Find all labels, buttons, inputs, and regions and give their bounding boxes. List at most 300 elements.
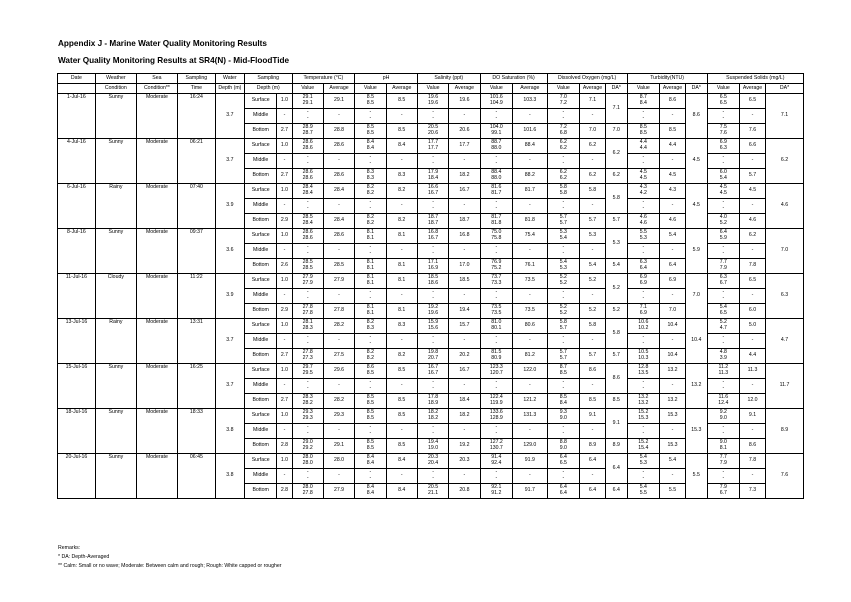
do-saturation-value xyxy=(480,154,512,169)
dissolved-oxygen-value-reading: 5.4 xyxy=(559,259,567,266)
ph-value xyxy=(355,439,386,454)
turbidity-average: 7.0 xyxy=(660,304,686,319)
do-saturation-value-reading: 120.7 xyxy=(489,370,503,376)
ph-value xyxy=(355,229,386,244)
salinity-value xyxy=(417,244,448,259)
turbidity-value-reading: 6.9 xyxy=(639,274,647,281)
turbidity-average: 13.2 xyxy=(660,364,686,379)
do-saturation-average: - xyxy=(513,334,548,349)
salinity-value-reading: 20.3 xyxy=(428,454,439,461)
turbidity-value-reading: 5.3 xyxy=(639,235,647,241)
dissolved-oxygen-value-reading: 9.3 xyxy=(559,409,567,416)
dissolved-oxygen-value xyxy=(547,394,579,409)
suspended-solids-value xyxy=(707,424,739,439)
do-saturation-value xyxy=(480,94,512,109)
header-da: DA* xyxy=(605,84,627,94)
weather-cell: Sunny xyxy=(95,409,136,454)
turbidity-value-reading: 4.3 xyxy=(639,184,647,191)
turbidity-da: 8.6 xyxy=(685,94,707,139)
dissolved-oxygen-average: 6.2 xyxy=(580,139,606,154)
dissolved-oxygen-da-bottom: 5.2 xyxy=(605,304,627,319)
ph-value-reading: - xyxy=(369,340,372,346)
table-row xyxy=(58,139,804,154)
dissolved-oxygen-value-reading: 6.8 xyxy=(559,130,567,136)
turbidity-value-reading: 10.6 xyxy=(638,319,649,326)
do-saturation-value xyxy=(480,364,512,379)
turbidity-value-reading: - xyxy=(642,289,645,296)
temperature-value xyxy=(292,424,323,439)
turbidity-value-reading: 4.4 xyxy=(639,139,647,146)
do-saturation-value xyxy=(480,469,512,484)
do-saturation-value xyxy=(480,334,512,349)
ph-value-reading: - xyxy=(369,295,372,301)
sampling-time-cell: 16:24 xyxy=(177,94,215,139)
header-water: Water xyxy=(215,74,244,84)
appendix-title: Appendix J - Marine Water Quality Monitoring Results xyxy=(58,39,267,48)
table-row xyxy=(58,319,804,334)
turbidity-value-reading: 5.4 xyxy=(639,454,647,461)
dissolved-oxygen-value-reading: 6.4 xyxy=(559,454,567,461)
header-weather-condition: Condition xyxy=(95,84,136,94)
temperature-value xyxy=(292,109,323,124)
sampling-depth-cell: 1.0 xyxy=(277,229,292,244)
turbidity-value xyxy=(627,244,659,259)
sampling-level-cell: Bottom xyxy=(244,484,276,499)
table-row xyxy=(58,274,804,289)
dissolved-oxygen-value-reading: 6.4 xyxy=(559,490,567,496)
dissolved-oxygen-value-reading: 6.4 xyxy=(559,484,567,491)
suspended-solids-value xyxy=(707,349,739,364)
dissolved-oxygen-value xyxy=(547,334,579,349)
do-saturation-value-reading: - xyxy=(495,430,498,436)
suspended-solids-value xyxy=(707,469,739,484)
do-saturation-value-reading: 88.7 xyxy=(491,139,502,146)
turbidity-value-reading: 13.2 xyxy=(638,400,649,406)
dissolved-oxygen-value-reading: 5.4 xyxy=(559,235,567,241)
sea-condition-cell: Moderate xyxy=(136,319,177,364)
water-depth-cell: 3.9 xyxy=(215,184,244,229)
temperature-value-reading: 28.9 xyxy=(302,124,313,131)
ph-average: - xyxy=(386,154,417,169)
suspended-solids-da: 6.3 xyxy=(765,274,803,319)
turbidity-value-reading: 4.4 xyxy=(639,145,647,151)
ph-average: 8.2 xyxy=(386,214,417,229)
temperature-value-reading: 27.3 xyxy=(302,355,313,361)
temperature-average: 27.9 xyxy=(323,484,354,499)
sampling-level-cell: Bottom xyxy=(244,124,276,139)
water-depth-cell: 3.9 xyxy=(215,274,244,319)
sampling-level-cell: Middle xyxy=(244,154,276,169)
suspended-solids-average: 7.8 xyxy=(740,454,766,469)
temperature-value xyxy=(292,259,323,274)
ph-value xyxy=(355,154,386,169)
temperature-value xyxy=(292,139,323,154)
dissolved-oxygen-value-reading: 8.4 xyxy=(559,400,567,406)
do-saturation-average: 81.8 xyxy=(513,214,548,229)
dissolved-oxygen-value-reading: - xyxy=(562,334,565,341)
dissolved-oxygen-value xyxy=(547,274,579,289)
dissolved-oxygen-value xyxy=(547,424,579,439)
header-value: Value xyxy=(547,84,579,94)
salinity-average: 20.2 xyxy=(449,349,480,364)
do-saturation-value-reading: - xyxy=(495,244,498,251)
dissolved-oxygen-da-bottom: 5.7 xyxy=(605,214,627,229)
ph-value xyxy=(355,94,386,109)
ph-value-reading: 8.5 xyxy=(366,100,374,106)
temperature-value-reading: 29.7 xyxy=(302,364,313,371)
suspended-solids-value-reading: - xyxy=(722,469,725,476)
ph-value-reading: - xyxy=(369,430,372,436)
suspended-solids-value-reading: 5.2 xyxy=(719,319,727,326)
header-average: Average xyxy=(323,84,354,94)
turbidity-value-reading: 4.6 xyxy=(639,220,647,226)
do-saturation-average: 101.6 xyxy=(513,124,548,139)
temperature-value-reading: 28.6 xyxy=(302,145,313,151)
ph-average: 8.2 xyxy=(386,184,417,199)
temperature-value-reading: - xyxy=(306,340,309,346)
salinity-value xyxy=(417,184,448,199)
salinity-average: - xyxy=(449,469,480,484)
salinity-value xyxy=(417,379,448,394)
water-depth-cell: 3.8 xyxy=(215,409,244,454)
dissolved-oxygen-value-reading: - xyxy=(562,205,565,211)
temperature-average: 27.8 xyxy=(323,304,354,319)
sampling-depth-cell: 1.0 xyxy=(277,319,292,334)
salinity-value-reading: - xyxy=(432,340,434,346)
salinity-value xyxy=(417,229,448,244)
suspended-solids-value-reading: - xyxy=(722,244,725,251)
sampling-level-cell: Bottom xyxy=(244,259,276,274)
sampling-time-cell: 06:45 xyxy=(177,454,215,499)
do-saturation-value-reading: 104.9 xyxy=(489,100,503,106)
salinity-average: 16.7 xyxy=(449,364,480,379)
temperature-value xyxy=(292,154,323,169)
suspended-solids-average: 4.5 xyxy=(740,184,766,199)
header-water-depth: Depth (m) xyxy=(215,84,244,94)
dissolved-oxygen-value xyxy=(547,379,579,394)
turbidity-average: - xyxy=(660,334,686,349)
do-saturation-value-reading: - xyxy=(495,340,498,346)
suspended-solids-value-reading: 4.5 xyxy=(719,184,727,191)
dissolved-oxygen-value-reading: 5.2 xyxy=(559,274,567,281)
do-saturation-value xyxy=(480,229,512,244)
temperature-average: 28.8 xyxy=(323,124,354,139)
do-saturation-value-reading: 73.5 xyxy=(491,310,502,316)
suspended-solids-value-reading: 7.7 xyxy=(719,454,727,461)
header-value: Value xyxy=(707,84,739,94)
temperature-average: 28.2 xyxy=(323,394,354,409)
do-saturation-value xyxy=(480,169,512,184)
do-saturation-value-reading: 88.0 xyxy=(491,175,502,181)
ph-value-reading: 8.1 xyxy=(366,304,374,311)
temperature-value-reading: 28.0 xyxy=(302,460,313,466)
turbidity-value-reading: 6.3 xyxy=(639,259,647,266)
turbidity-value xyxy=(627,319,659,334)
turbidity-value-reading: - xyxy=(642,205,645,211)
ph-value-reading: 8.2 xyxy=(366,184,374,191)
suspended-solids-value-reading: - xyxy=(722,154,725,161)
temperature-value xyxy=(292,184,323,199)
turbidity-average: 4.6 xyxy=(660,214,686,229)
header-weather: Weather xyxy=(95,74,136,84)
ph-value-reading: 8.1 xyxy=(366,265,374,271)
salinity-value xyxy=(417,199,448,214)
salinity-average: 19.2 xyxy=(449,439,480,454)
salinity-value-reading: 19.6 xyxy=(428,94,439,101)
sampling-level-cell: Surface xyxy=(244,409,276,424)
table-row xyxy=(58,364,804,379)
do-saturation-value-reading: 123.3 xyxy=(489,364,503,371)
dissolved-oxygen-value xyxy=(547,154,579,169)
temperature-value-reading: - xyxy=(306,154,309,161)
do-saturation-value-reading: 81.7 xyxy=(491,214,502,221)
ph-average: 8.1 xyxy=(386,274,417,289)
dissolved-oxygen-value-reading: - xyxy=(562,250,565,256)
dissolved-oxygen-value-reading: 5.7 xyxy=(559,349,567,356)
ph-value xyxy=(355,409,386,424)
salinity-value-reading: 18.2 xyxy=(428,415,439,421)
suspended-solids-value xyxy=(707,394,739,409)
dissolved-oxygen-value-reading: 8.5 xyxy=(559,394,567,401)
salinity-average: 18.4 xyxy=(449,394,480,409)
header-do-saturation: DO Saturation (%) xyxy=(480,74,547,84)
dissolved-oxygen-average: 5.2 xyxy=(580,304,606,319)
suspended-solids-average: - xyxy=(740,424,766,439)
do-saturation-average: - xyxy=(513,244,548,259)
do-saturation-value-reading: 73.3 xyxy=(491,280,502,286)
turbidity-da: 13.2 xyxy=(685,364,707,409)
ph-value-reading: 8.2 xyxy=(366,349,374,356)
header-sampling-depth-unit: Depth (m) xyxy=(244,84,292,94)
ph-value-reading: 8.2 xyxy=(366,190,374,196)
do-saturation-value xyxy=(480,274,512,289)
ph-value-reading: 8.5 xyxy=(366,439,374,446)
ph-value-reading: - xyxy=(369,205,372,211)
dissolved-oxygen-value-reading: 7.0 xyxy=(559,94,567,101)
dissolved-oxygen-da-bottom: 5.7 xyxy=(605,349,627,364)
suspended-solids-value-reading: 11.3 xyxy=(718,370,729,376)
suspended-solids-value-reading: 6.7 xyxy=(719,280,727,286)
suspended-solids-value-reading: 6.0 xyxy=(719,169,727,176)
suspended-solids-average: - xyxy=(740,469,766,484)
salinity-average: 17.0 xyxy=(449,259,480,274)
ph-value-reading: - xyxy=(369,469,372,476)
sea-condition-cell: Moderate xyxy=(136,454,177,499)
ph-value-reading: 8.3 xyxy=(366,325,374,331)
do-saturation-value-reading: - xyxy=(495,160,498,166)
ph-average: - xyxy=(386,334,417,349)
sampling-depth-cell: - xyxy=(277,379,292,394)
dissolved-oxygen-value-reading: - xyxy=(562,430,565,436)
suspended-solids-value-reading: 6.9 xyxy=(719,139,727,146)
do-saturation-average: 91.7 xyxy=(513,484,548,499)
ph-value-reading: 8.2 xyxy=(366,220,374,226)
water-depth-cell: 3.6 xyxy=(215,229,244,274)
turbidity-da: 10.4 xyxy=(685,319,707,364)
temperature-average: - xyxy=(323,154,354,169)
suspended-solids-value-reading: 4.7 xyxy=(719,325,727,331)
header-dissolved-oxygen: Dissolved Oxygen (mg/L) xyxy=(547,74,627,84)
suspended-solids-da: 7.0 xyxy=(765,229,803,274)
do-saturation-average: 73.5 xyxy=(513,274,548,289)
dissolved-oxygen-average: 7.0 xyxy=(580,124,606,139)
turbidity-value-reading: 4.6 xyxy=(639,214,647,221)
ph-value xyxy=(355,454,386,469)
suspended-solids-value-reading: 11.2 xyxy=(718,364,729,371)
dissolved-oxygen-value-reading: 5.2 xyxy=(559,280,567,286)
salinity-value-reading: 16.7 xyxy=(428,235,439,241)
salinity-value-reading: 16.7 xyxy=(428,190,439,196)
suspended-solids-value-reading: 5.4 xyxy=(719,304,727,311)
temperature-value xyxy=(292,469,323,484)
turbidity-value-reading: - xyxy=(642,199,645,206)
sampling-depth-cell: - xyxy=(277,424,292,439)
sampling-depth-cell: 1.0 xyxy=(277,184,292,199)
temperature-value-reading: 29.3 xyxy=(302,409,313,416)
dissolved-oxygen-value-reading: - xyxy=(562,109,565,116)
dissolved-oxygen-value-reading: 5.7 xyxy=(559,355,567,361)
sampling-depth-cell: 2.7 xyxy=(277,169,292,184)
dissolved-oxygen-value-reading: 6.2 xyxy=(559,175,567,181)
temperature-value-reading: 27.9 xyxy=(302,280,313,286)
temperature-value-reading: 27.8 xyxy=(302,349,313,356)
dissolved-oxygen-value-reading: 5.3 xyxy=(559,229,567,236)
temperature-value xyxy=(292,199,323,214)
sampling-level-cell: Middle xyxy=(244,109,276,124)
sea-condition-cell: Moderate xyxy=(136,409,177,454)
date-cell: 20-Jul-16 xyxy=(58,454,96,499)
temperature-value xyxy=(292,124,323,139)
do-saturation-value xyxy=(480,454,512,469)
suspended-solids-value-reading: 9.0 xyxy=(719,415,727,421)
temperature-average: 28.4 xyxy=(323,184,354,199)
salinity-average: 20.6 xyxy=(449,124,480,139)
dissolved-oxygen-value-reading: 5.2 xyxy=(559,304,567,311)
turbidity-value xyxy=(627,94,659,109)
dissolved-oxygen-value xyxy=(547,469,579,484)
dissolved-oxygen-value xyxy=(547,244,579,259)
temperature-value-reading: - xyxy=(306,289,309,296)
turbidity-average: 8.5 xyxy=(660,124,686,139)
temperature-value-reading: 28.6 xyxy=(302,229,313,236)
sampling-depth-cell: 1.0 xyxy=(277,454,292,469)
dissolved-oxygen-value xyxy=(547,169,579,184)
salinity-value-reading: - xyxy=(432,475,434,481)
header-value: Value xyxy=(355,84,386,94)
turbidity-value-reading: 13.5 xyxy=(638,370,649,376)
do-saturation-value-reading: 81.6 xyxy=(491,184,502,191)
temperature-value xyxy=(292,94,323,109)
salinity-value-reading: - xyxy=(432,424,434,431)
temperature-value-reading: 29.1 xyxy=(302,94,313,101)
do-saturation-value-reading: 80.1 xyxy=(491,325,502,331)
dissolved-oxygen-value-reading: 9.0 xyxy=(559,415,567,421)
header-row-top xyxy=(58,74,804,84)
ph-value-reading: - xyxy=(369,475,372,481)
water-depth-cell: 3.7 xyxy=(215,319,244,364)
turbidity-value-reading: 10.5 xyxy=(638,349,649,356)
turbidity-da: 5.9 xyxy=(685,229,707,274)
salinity-average: - xyxy=(449,379,480,394)
temperature-value xyxy=(292,334,323,349)
turbidity-average: 13.2 xyxy=(660,394,686,409)
temperature-value-reading: - xyxy=(306,160,309,166)
do-saturation-average: - xyxy=(513,379,548,394)
dissolved-oxygen-da: 5.8 xyxy=(605,319,627,349)
ph-value xyxy=(355,244,386,259)
temperature-value-reading: 28.5 xyxy=(302,259,313,266)
turbidity-value-reading: - xyxy=(642,154,645,161)
ph-average: 8.2 xyxy=(386,349,417,364)
ph-average: 8.4 xyxy=(386,484,417,499)
turbidity-value-reading: 10.2 xyxy=(638,325,649,331)
dissolved-oxygen-da: 5.8 xyxy=(605,184,627,214)
turbidity-value-reading: 5.5 xyxy=(639,490,647,496)
temperature-average: 28.4 xyxy=(323,214,354,229)
turbidity-value xyxy=(627,439,659,454)
sampling-level-cell: Surface xyxy=(244,364,276,379)
do-saturation-value-reading: 76.9 xyxy=(491,259,502,266)
suspended-solids-value-reading: 6.4 xyxy=(719,229,727,236)
turbidity-value xyxy=(627,229,659,244)
suspended-solids-average: - xyxy=(740,379,766,394)
turbidity-value-reading: 12.8 xyxy=(638,364,649,371)
turbidity-average: - xyxy=(660,379,686,394)
remarks-heading: Remarks: xyxy=(58,545,81,551)
salinity-average: 20.8 xyxy=(449,484,480,499)
do-saturation-value-reading: - xyxy=(495,469,498,476)
dissolved-oxygen-value xyxy=(547,484,579,499)
salinity-average: - xyxy=(449,109,480,124)
do-saturation-value xyxy=(480,184,512,199)
salinity-value-reading: - xyxy=(432,385,434,391)
sampling-level-cell: Surface xyxy=(244,274,276,289)
do-saturation-value-reading: 92.1 xyxy=(491,484,502,491)
ph-average: 8.5 xyxy=(386,439,417,454)
header-row-bottom xyxy=(58,84,804,94)
suspended-solids-value-reading: - xyxy=(722,160,725,166)
turbidity-average: 15.3 xyxy=(660,409,686,424)
dissolved-oxygen-average: 8.5 xyxy=(580,394,606,409)
turbidity-value-reading: 7.1 xyxy=(639,304,647,311)
turbidity-da: 4.5 xyxy=(685,139,707,184)
ph-average: 8.5 xyxy=(386,409,417,424)
turbidity-value xyxy=(627,199,659,214)
salinity-average: 20.3 xyxy=(449,454,480,469)
do-saturation-value-reading: - xyxy=(495,154,498,161)
turbidity-average: 8.6 xyxy=(660,94,686,109)
do-saturation-average: 122.0 xyxy=(513,364,548,379)
dissolved-oxygen-value-reading: 5.8 xyxy=(559,184,567,191)
sea-condition-cell: Moderate xyxy=(136,139,177,184)
temperature-value-reading: 28.0 xyxy=(302,454,313,461)
do-saturation-value-reading: - xyxy=(495,205,498,211)
sampling-level-cell: Middle xyxy=(244,289,276,304)
suspended-solids-average: - xyxy=(740,109,766,124)
do-saturation-value xyxy=(480,424,512,439)
suspended-solids-value-reading: - xyxy=(722,379,725,386)
weather-cell: Rainy xyxy=(95,319,136,364)
table-row xyxy=(58,184,804,199)
turbidity-value-reading: 4.5 xyxy=(639,169,647,176)
dissolved-oxygen-da: 9.1 xyxy=(605,409,627,439)
temperature-value-reading: - xyxy=(306,295,309,301)
turbidity-value xyxy=(627,334,659,349)
do-saturation-average: 80.6 xyxy=(513,319,548,334)
sampling-depth-cell: 2.9 xyxy=(277,214,292,229)
remark-sea-condition: ** Calm: Small or no wave; Moderate: Between calm and rough; Rough: White capped or rougher xyxy=(58,563,282,569)
salinity-average: 19.4 xyxy=(449,304,480,319)
